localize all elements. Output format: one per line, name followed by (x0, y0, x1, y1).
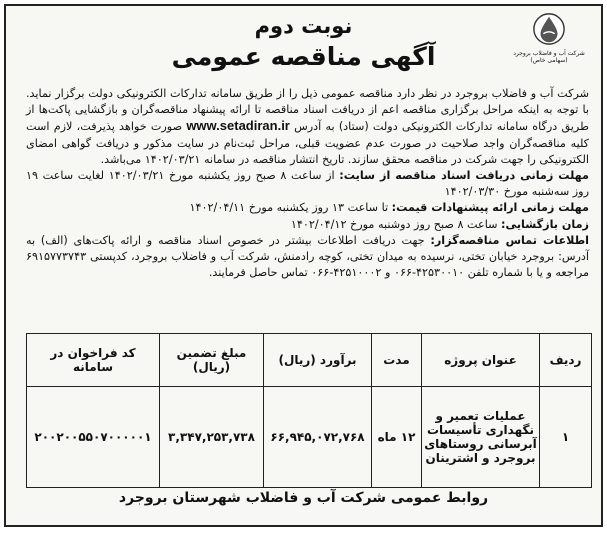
cell-guarantee: ۳,۳۴۷,۲۵۳,۷۳۸ (160, 387, 264, 488)
contact-label: اطلاعات تماس مناقصه‌گزار: (430, 233, 590, 247)
table-header-row (27, 334, 592, 387)
footer-signature: روابط عمومی شرکت آب و فاضلاب شهرستان بروجرد (118, 490, 489, 506)
logo-org-type: (سهامی خاص) (530, 57, 568, 64)
cell-duration: ۱۲ ماه (372, 387, 422, 488)
opening-label: زمان بازگشایی: (501, 217, 589, 231)
opening-paragraph (26, 217, 589, 233)
tender-table (26, 333, 592, 488)
intro-text-1: شرکت آب و فاضلاب بروجرد در نظر دارد مناقصه عمومی ذیل را از طریق سامانه تدارکات الکترونیکی دولت برگزار نماید. با توجه به اینکه مراحل برگزاری مناقصه اعم از دریافت اسناد مناقصه تا ارائه پیشنهاد مناقصه‌گران و بازگشایی پاکت‌ها از طریق درگاه سامانه تدارکات الکترونیکی دولت (ستاد) به آدرس (26, 87, 589, 134)
notice-body (26, 86, 589, 281)
cell-estimate: ۶۶,۹۴۵,۰۷۲,۷۶۸ (264, 387, 372, 488)
header-call-code: کد فراخوان در سامانه (27, 334, 160, 387)
cell-project-title: عملیات تعمیر و نگهداری تأسیسات آبرسانی روستاهای بروجرد و اشترینان (422, 387, 540, 488)
intro-paragraph (26, 86, 589, 168)
bid-deadline-paragraph (26, 200, 589, 216)
website-link[interactable]: www.setadiran.ir (186, 118, 290, 134)
tender-notice (4, 4, 603, 527)
contact-paragraph (26, 233, 589, 282)
header-guarantee: مبلغ تضمین (ریال) (160, 334, 264, 387)
doc-deadline-label: مهلت زمانی دریافت اسناد مناقصه از سایت: (339, 169, 589, 183)
cell-row-number: ۱ (540, 387, 592, 488)
contact-text-1: جهت دریافت اطلاعات بیشتر در خصوص اسناد مناقصه و ارائه پاکت‌های (الف) به (26, 233, 425, 247)
doc-deadline-paragraph (26, 168, 589, 200)
opening-value: ساعت ۸ صبح روز دوشنبه مورخ ۱۴۰۲/۰۴/۱۲ (290, 217, 498, 231)
bid-deadline-value: تا ساعت ۱۳ روز یکشنبه مورخ ۱۴۰۲/۰۴/۱۱ (189, 201, 389, 215)
notice-round: نوبت دوم (254, 14, 353, 38)
cell-call-code: ۲۰۰۲۰۰۵۵۰۷۰۰۰۰۰۱ (27, 387, 160, 488)
notice-title: آگهی مناقصه عمومی (171, 42, 436, 71)
bid-deadline-label: مهلت زمانی ارائه پیشنهادات قیمت: (391, 201, 589, 215)
doc-deadline-value: از ساعت ۸ صبح روز یکشنبه مورخ ۱۴۰۲/۰۳/۲۱ لغایت ساعت ۱۹ روز سه‌شنبه مورخ ۱۴۰۲/۰۳/۳۰ (26, 169, 589, 199)
header-project-title: عنوان پروژه (422, 334, 540, 387)
header-row-number: ردیف (540, 334, 592, 387)
intro-text-2: صورت خواهد پذیرفت، لازم است کلیه مناقصه‌گران واجد صلاحیت در صورت عدم عضویت قبلی، مراحل ثبت‌نام در سایت مذکور و دریافت گواهی امضای الکترونیکی را جهت شرکت در مناقصه محقق سازند. تاریخ انتشار مناقصه در سامانه ۱۴۰۲/۰۳/۲۱ می‌باشد. (26, 120, 589, 166)
logo-org-name: شرکت آب و فاضلاب بروجرد (513, 50, 585, 57)
header-estimate: برآورد (ریال) (264, 334, 372, 387)
contact-text-2: آدرس: بروجرد خیابان تختی، نرسیده به میدان تختی، کوچه رادمنش، شرکت آب و فاضلاب بروجرد، کدپستی ۶۹۱۵۷۷۳۷۴۳ مراجعه و یا با شماره تلفن ۴۲۵۳۰۰۱۰-۰۶۶ و ۴۲۵۱۰۰۰۲-۰۶۶ تماس حاصل فرمایند. (26, 250, 589, 280)
header-duration: مدت (372, 334, 422, 387)
table-row (27, 387, 592, 488)
